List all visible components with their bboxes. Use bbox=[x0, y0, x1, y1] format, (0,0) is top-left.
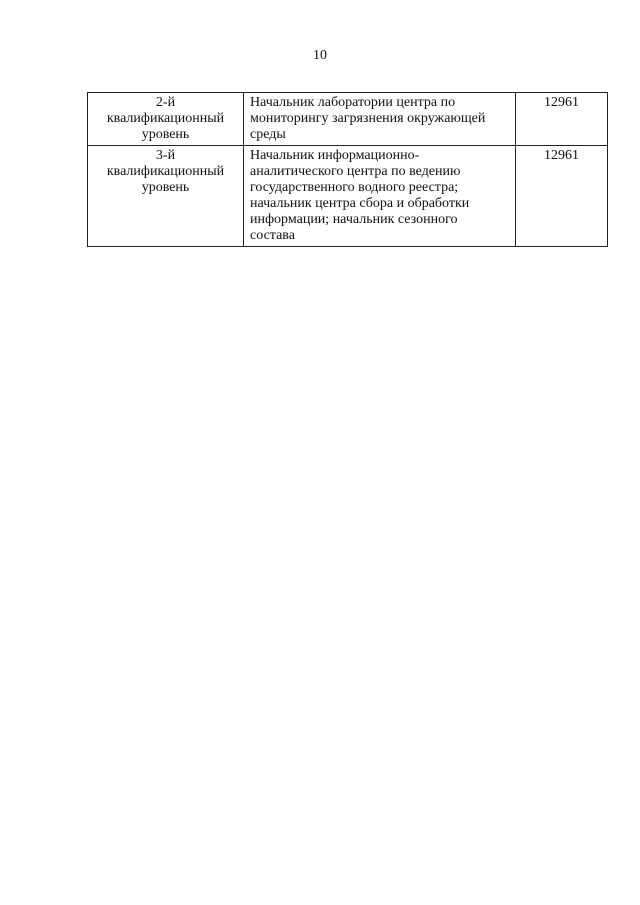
qualification-level-text: 3-й bbox=[155, 148, 176, 163]
page-number: 10 bbox=[313, 48, 327, 63]
qualification-level-cell bbox=[88, 93, 244, 146]
salary-amount: 12961 bbox=[544, 95, 579, 110]
salary-amount-cell bbox=[516, 146, 608, 247]
position-title-text: начальник центра сбора и обработки bbox=[250, 196, 470, 211]
position-title-text: аналитического центра по ведению bbox=[250, 164, 461, 179]
salary-amount-cell bbox=[516, 93, 608, 146]
qualification-level-text: квалификационный bbox=[106, 164, 225, 179]
position-title-text: состава bbox=[250, 228, 295, 243]
table-row bbox=[88, 146, 608, 247]
qualification-level-text: 2-й bbox=[155, 95, 176, 110]
position-title-text: Начальник лаборатории центра по bbox=[250, 95, 456, 110]
qualification-level-cell bbox=[88, 146, 244, 247]
position-title-text: среды bbox=[250, 127, 286, 142]
position-title-text: государственного водного реестра; bbox=[250, 180, 459, 195]
qualification-level-text: уровень bbox=[141, 180, 190, 195]
qualification-level-text: уровень bbox=[141, 127, 190, 142]
salary-amount: 12961 bbox=[544, 148, 579, 163]
table-row bbox=[88, 93, 608, 146]
position-title-text: информации; начальник сезонного bbox=[250, 212, 458, 227]
salary-table bbox=[87, 92, 608, 247]
position-title-text: мониторингу загрязнения окружающей bbox=[250, 111, 486, 126]
position-title-text: Начальник информационно- bbox=[250, 148, 420, 163]
qualification-level-text: квалификационный bbox=[106, 111, 225, 126]
position-title-cell bbox=[244, 93, 516, 146]
position-title-cell bbox=[244, 146, 516, 247]
